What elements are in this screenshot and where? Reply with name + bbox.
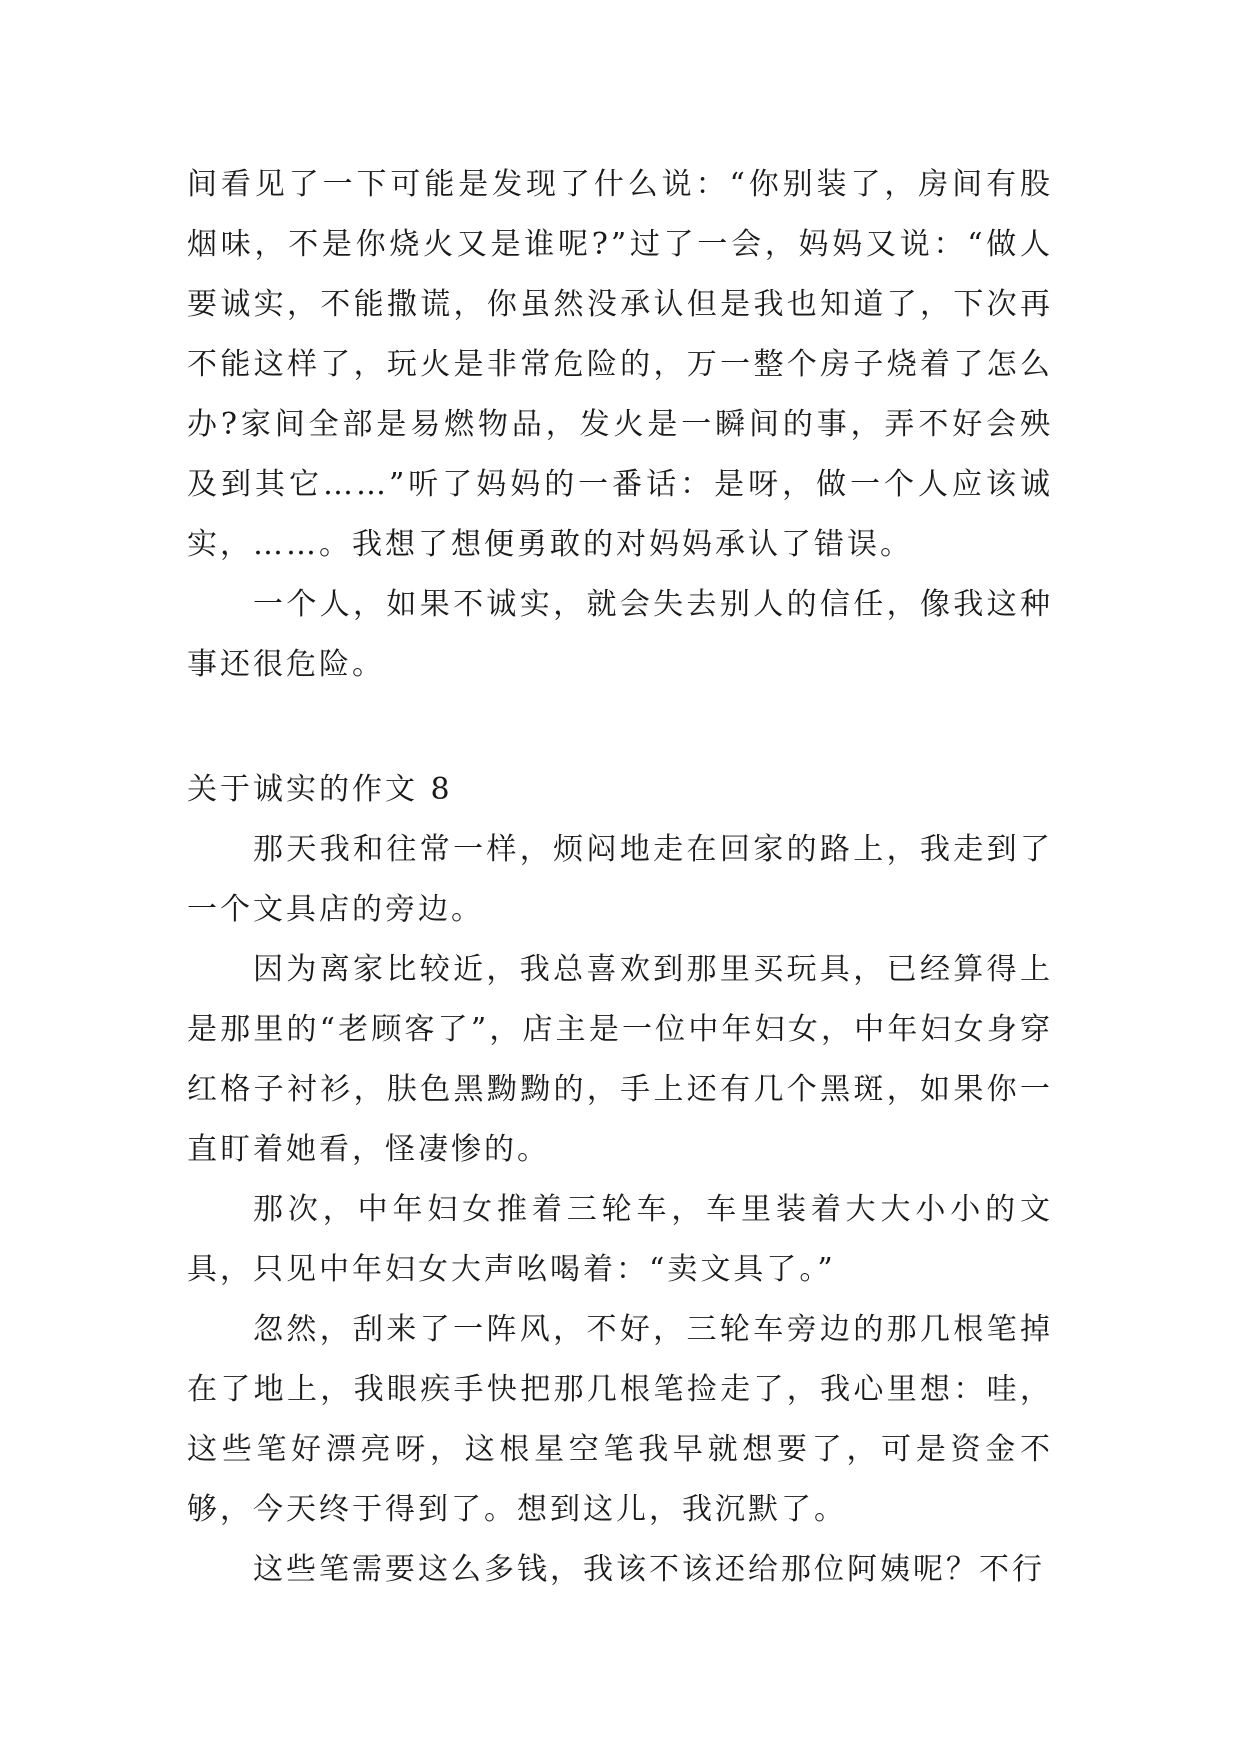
document-body	[187, 155, 1053, 1600]
paragraph: 这些笔需要这么多钱，我该不该还给那位阿姨呢？不行	[253, 1552, 1045, 1587]
section-gap	[187, 695, 1053, 760]
paragraph-continued: 间看见了一下可能是发现了什么说：“你别装了，房间有股烟味，不是你烧火又是谁呢?”过了一会，妈妈又说：“做人要诚实，不能撒谎，你虽然没承认但是我也知道了，下次再不能这样了，玩火是非常危险的，万一整个房子烧着了怎么办?家间全部是易燃物品，发火是一瞬间的事，弄不好会殃及到其它……”听了妈妈的一番话：是呀，做一个人应该诚实，……。我想了想便勇敢的对妈妈承认了错误。	[187, 167, 1053, 562]
paragraph: 忽然，刮来了一阵风，不好，三轮车旁边的那几根笔掉在了地上，我眼疾手快把那几根笔捡走了，我心里想：哇，这些笔好漂亮呀，这根星空笔我早就想要了，可是资金不够，今天终于得到了。想到这儿，我沉默了。	[187, 1312, 1053, 1527]
paragraph: 因为离家比较近，我总喜欢到那里买玩具，已经算得上是那里的“老顾客了”，店主是一位中年妇女，中年妇女身穿红格子衬衫，肤色黑黝黝的，手上还有几个黑斑，如果你一直盯着她看，怪凄惨的。	[187, 952, 1053, 1167]
paragraph: 那天我和往常一样，烦闷地走在回家的路上，我走到了一个文具店的旁边。	[187, 832, 1053, 927]
paragraph-conclusion: 一个人，如果不诚实，就会失去别人的信任，像我这种事还很危险。	[187, 587, 1053, 682]
section-title: 关于诚实的作文 8	[187, 772, 453, 807]
paragraph: 那次，中年妇女推着三轮车，车里装着大大小小的文具，只见中年妇女大声吆喝着：“卖文具了。”	[187, 1192, 1053, 1287]
